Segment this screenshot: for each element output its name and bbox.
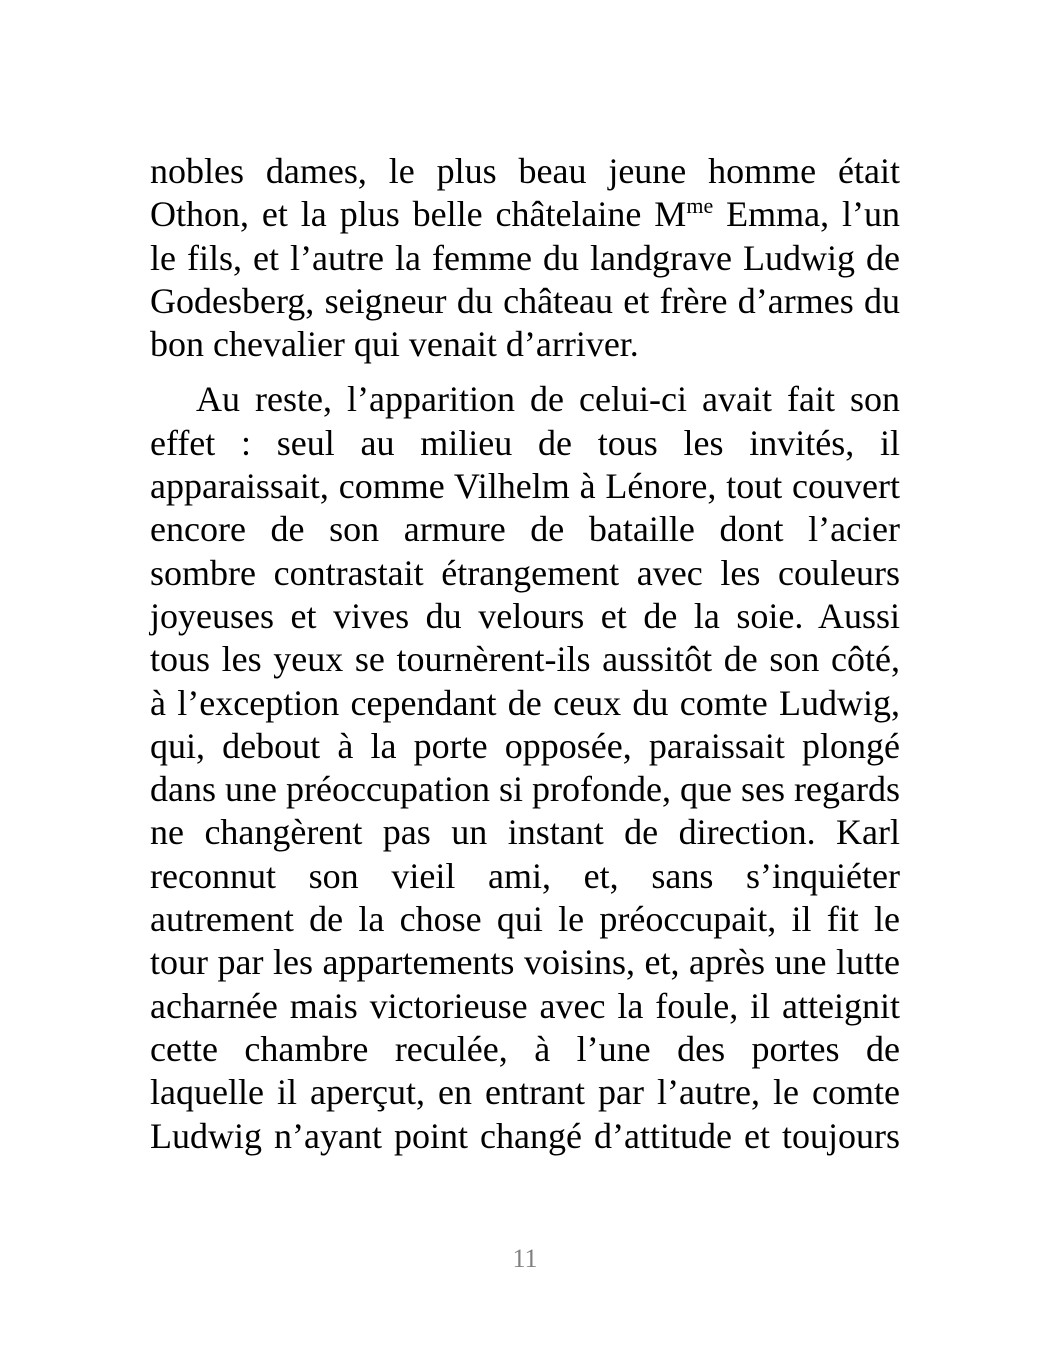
page-number: 11 bbox=[512, 1244, 538, 1273]
paragraph-2: Au reste, l’apparition de celui-ci avait fait son effet : seul au milieu de tous les invités, il apparaissait, comme Vilhelm à Lénore, tout couvert encore de son armure de bataille dont l’acier sombre contrastait étrangement avec les couleurs joyeuses et vives du velours et de la soie. Aussi tous les yeux se tournèrent-ils aussitôt de son côté, à l’exception cependant de ceux du comte Ludwig, qui, debout à la porte opposée, paraissait plongé dans une préoccupation si profonde, que ses regards ne changèrent pas un instant de direction. Karl reconnut son vieil ami, et, sans s’inquiéter autrement de la chose qui le préoccupait, il fit le tour par les appartements voisins, et, après une lutte acharnée mais victorieuse avec la foule, il atteignit cette chambre reculée, à l’une des portes de laquelle il aperçut, en entrant par l’autre, le comte Ludwig n’ayant point changé d’attitude et toujours bbox=[150, 379, 900, 1156]
title-superscript: me bbox=[686, 193, 714, 219]
paragraph-1-start: nobles dames, le plus beau jeune homme était Othon, et la plus belle châtelaine M bbox=[150, 151, 900, 235]
body-text bbox=[150, 150, 900, 1158]
paragraph-continued bbox=[150, 150, 900, 366]
paragraph-1-end: Emma, l’un le fils, et l’autre la femme du landgrave Ludwig de Godesberg, seigneur du château et frère d’armes du bon chevalier qui venait d’arriver. bbox=[150, 194, 901, 365]
